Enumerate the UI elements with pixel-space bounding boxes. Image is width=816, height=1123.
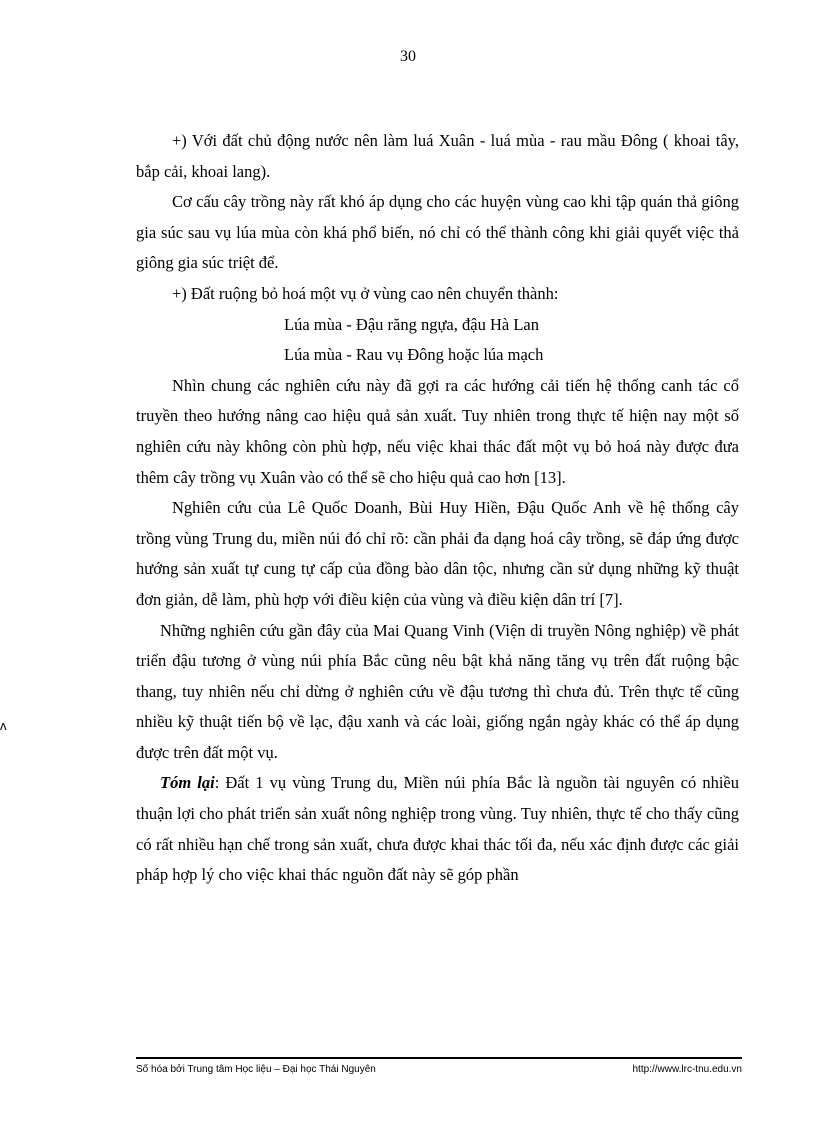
paragraph-6: Những nghiên cứu gần đây của Mai Quang Vinh (Viện di truyền Nông nghiệp) về phát triển đậu tương ở vùng núi phía Bắc cũng nêu bật khả năng tăng vụ trên đất ruộng bậc thang, tuy nhiên nếu chỉ dừng ở nghiên cứu về đậu tương thì chưa đủ. Trên thực tế cũng nhiều kỹ thuật tiến bộ về lạc, đậu xanh và các loài, giống ngắn ngày khác có thể áp dụng được trên đất một vụ.: [136, 620, 739, 762]
paragraph-summary: [136, 768, 739, 890]
footer-source: Số hóa bởi Trung tâm Học liệu – Đại học Thái Nguyên: [136, 1064, 376, 1075]
paragraph-5: Nghiên cứu của Lê Quốc Doanh, Bùi Huy Hiền, Đậu Quốc Anh về hệ thống cây trồng vùng Trung du, miền núi đó chỉ rõ: cần phải đa dạng hoá cây trồng, sẽ đáp ứng được hướng sản xuất tự cung tự cấp của đồng bào dân tộc, nhưng cần sử dụng những kỹ thuật đơn giản, dễ làm, phù hợp với điều kiện của vùng và điều kiện dân trí [7].: [136, 498, 739, 609]
paragraph-4: Nhìn chung các nghiên cứu này đã gợi ra các hướng cải tiến hệ thống canh tác cổ truyền theo hướng nâng cao hiệu quả sản xuất. Tuy nhiên trong thực tế hiện nay một số nghiên cứu này không còn phù hợp, nếu việc khai thác đất một vụ bỏ hoá này được đưa thêm cây trồng vụ Xuân vào có thể sẽ cho hiệu quả cao hơn [13].: [136, 375, 739, 487]
page-number: 30: [400, 48, 416, 65]
crop-rotation-line-1: Lúa mùa - Đậu răng ngựa, đậu Hà Lan: [284, 314, 539, 334]
paragraph-3: +) Đất ruộng bỏ hoá một vụ ở vùng cao nên chuyển thành:: [172, 283, 559, 303]
footer-divider: [136, 1057, 742, 1059]
document-body: [136, 126, 739, 891]
footer-url: http://www.lrc-tnu.edu.vn: [632, 1064, 742, 1075]
footer: [136, 1064, 742, 1075]
crop-rotation-line-2: Lúa mùa - Rau vụ Đông hoặc lúa mạch: [284, 345, 544, 365]
paragraph-1: +) Với đất chủ động nước nên làm luá Xuân - luá mùa - rau mầu Đông ( khoai tây, bắp cải, khoai lang).: [136, 131, 739, 181]
margin-mark: ʌ: [0, 718, 7, 733]
summary-lead: Tóm lại: [160, 773, 215, 793]
paragraph-2: Cơ cấu cây trồng này rất khó áp dụng cho các huyện vùng cao khi tập quán thả giông gia súc sau vụ lúa mùa còn khá phổ biến, nó chỉ có thể thành công khi giải quyết việc thả giông gia súc triệt để.: [136, 192, 739, 273]
summary-text: : Đất 1 vụ vùng Trung du, Miền núi phía Bắc là nguồn tài nguyên có nhiều thuận lợi cho phát triển sản xuất nông nghiệp trong vùng. Tuy nhiên, thực tế cho thấy cũng có rất nhiều hạn chế trong sản xuất, chưa được khai thác tối đa, nếu xác định được các giải pháp hợp lý cho việc khai thác nguồn đất này sẽ góp phần: [136, 773, 739, 885]
